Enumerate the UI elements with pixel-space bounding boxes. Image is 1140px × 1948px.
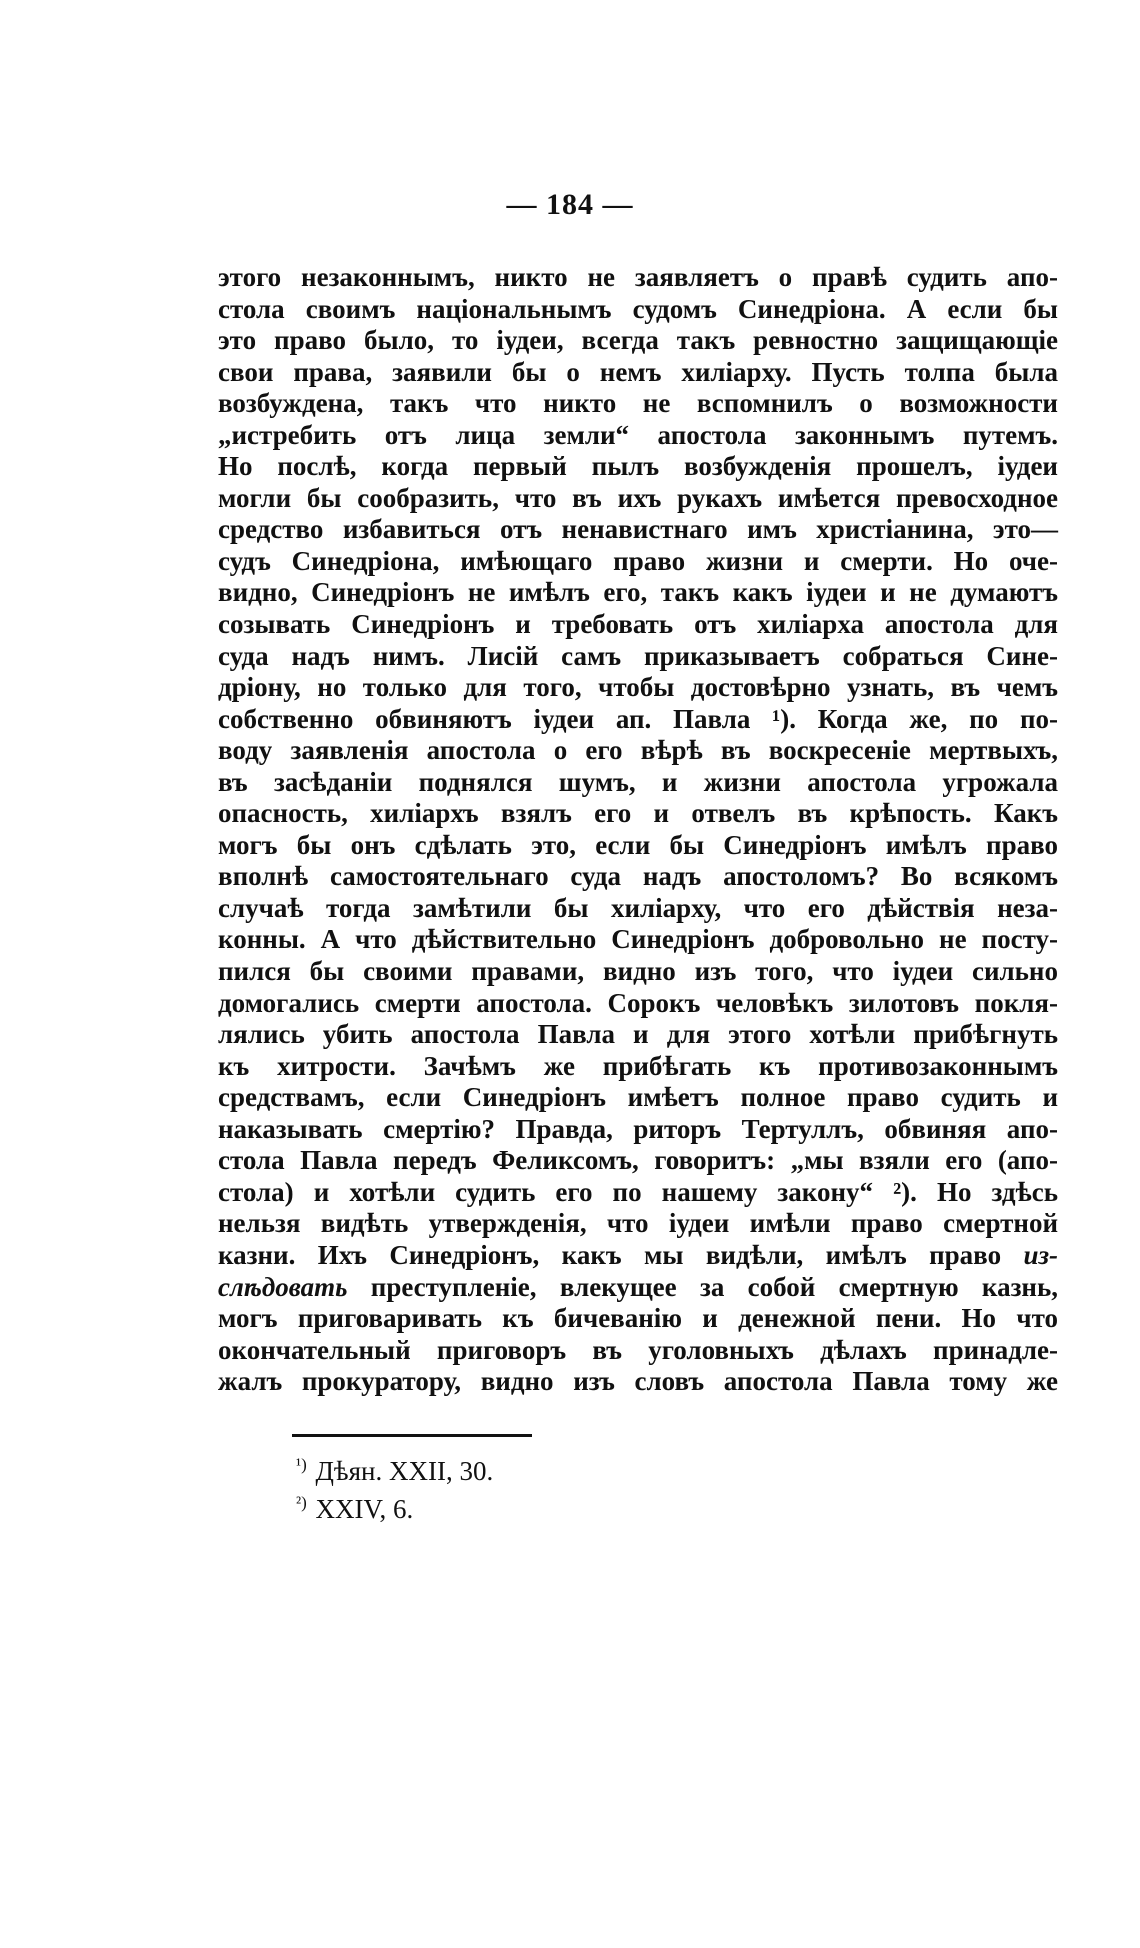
footnote (296, 1452, 796, 1490)
page-number: — 184 — (506, 188, 634, 221)
text-line: могъ приговаривать къ бичеванію и денежной пени. Но что (218, 1303, 1058, 1334)
text-line: могли бы сообразить, что въ ихъ рукахъ имѣется превосходное (218, 482, 1058, 513)
text-line: лялись убить апостола Павла и для этого хотѣли прибѣгнуть (218, 1019, 1058, 1050)
text-line: въ засѣданіи поднялся шумъ, и жизни апостола угрожала (218, 766, 1058, 797)
text-line: это право было, то іудеи, всегда такъ ревностно защищающіе (218, 325, 1058, 356)
footnote (296, 1490, 796, 1528)
text-line: нельзя видѣть утвержденія, что іудеи имѣли право смертной (218, 1208, 1058, 1239)
text-line: наказывать смертію? Правда, риторъ Тертуллъ, обвиняя апо- (218, 1113, 1058, 1144)
footnotes (296, 1452, 796, 1528)
footnote-text: XXIV, 6. (315, 1494, 414, 1524)
text-line: собственно обвиняютъ іудеи ап. Павла ¹). Когда же, по по- (218, 703, 1058, 734)
text-line: случаѣ тогда замѣтили бы хиліарху, что его дѣйствія неза- (218, 892, 1058, 923)
text-line: къ хитрости. Зачѣмъ же прибѣгать къ противозаконнымъ (218, 1050, 1058, 1081)
footnote-text: Дѣян. XXII, 30. (315, 1456, 494, 1486)
text-line: „истребить отъ лица земли“ апостола законнымъ путемъ. (218, 419, 1058, 450)
text-line: созывать Синедріонъ и требовать отъ хиліарха апостола для (218, 609, 1058, 640)
text-line: видно, Синедріонъ не имѣлъ его, такъ какъ іудеи и не думаютъ (218, 577, 1058, 608)
text-line: суда надъ нимъ. Лисій самъ приказываетъ собраться Сине- (218, 640, 1058, 671)
text-line: этого незаконнымъ, никто не заявляетъ о правѣ судить апо- (218, 262, 1058, 292)
text-line: окончательный приговоръ въ уголовныхъ дѣлахъ принадле- (218, 1334, 1058, 1365)
text-line: Но послѣ, когда первый пылъ возбужденія прошелъ, іудеи (218, 451, 1058, 482)
text-line: слѣдовать преступленіе, влекущее за собой смертную казнь, (218, 1271, 1058, 1302)
body-text (218, 262, 1058, 1398)
text-line: домогались смерти апостола. Сорокъ человѣкъ зилотовъ покля- (218, 987, 1058, 1018)
text-line: стола Павла передъ Феликсомъ, говоритъ: „мы взяли его (апо- (218, 1145, 1058, 1176)
text-line: конны. А что дѣйствительно Синедріонъ добровольно не посту- (218, 924, 1058, 955)
footnote-mark: ¹) (296, 1455, 307, 1474)
text-line: стола своимъ національнымъ судомъ Синедріона. А если бы (218, 293, 1058, 324)
text-line: возбуждена, такъ что никто не вспомнилъ о возможности (218, 388, 1058, 419)
text-line: воду заявленія апостола о его вѣрѣ въ воскресеніе мертвыхъ, (218, 735, 1058, 766)
text-line: средствамъ, если Синедріонъ имѣетъ полное право судить и (218, 1082, 1058, 1113)
text-line: стола) и хотѣли судить его по нашему закону“ ²). Но здѣсь (218, 1176, 1058, 1207)
text-line: средство избавиться отъ ненавистнаго имъ христіанина, это— (218, 514, 1058, 545)
footnote-mark: ²) (296, 1493, 307, 1512)
text-line: казни. Ихъ Синедріонъ, какъ мы видѣли, имѣлъ право из- (218, 1239, 1058, 1270)
text-line: судъ Синедріона, имѣющаго право жизни и смерти. Но оче- (218, 545, 1058, 576)
text-line: опасность, хиліархъ взялъ его и отвелъ въ крѣпость. Какъ (218, 798, 1058, 829)
text-line: жалъ прокуратору, видно изъ словъ апостола Павла тому же (218, 1366, 1058, 1397)
text-line: свои права, заявили бы о немъ хиліарху. Пусть толпа была (218, 356, 1058, 387)
text-line: могъ бы онъ сдѣлать это, если бы Синедріонъ имѣлъ право (218, 829, 1058, 860)
text-line: дріону, но только для того, чтобы достовѣрно узнать, въ чемъ (218, 672, 1058, 703)
text-line: вполнѣ самостоятельнаго суда надъ апостоломъ? Во всякомъ (218, 861, 1058, 892)
footnote-divider (292, 1434, 532, 1437)
text-line: пился бы своими правами, видно изъ того, что іудеи сильно (218, 956, 1058, 987)
